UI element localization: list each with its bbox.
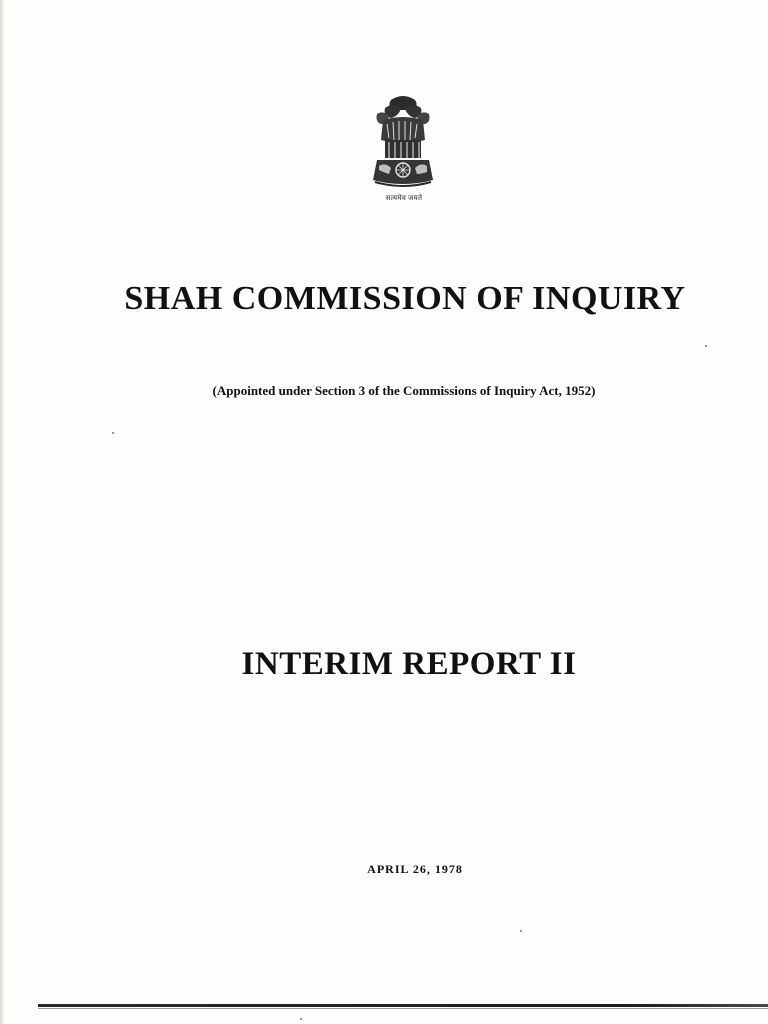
scan-speck	[705, 345, 707, 347]
scan-speck	[112, 432, 114, 434]
scan-speck	[520, 930, 522, 932]
national-emblem-icon	[363, 92, 443, 202]
bottom-rule	[38, 1004, 768, 1007]
report-title: INTERIM REPORT II	[241, 646, 577, 682]
document-subtitle: (Appointed under Section 3 of the Commissions of Inquiry Act, 1952)	[212, 383, 596, 398]
document-title: SHAH COMMISSION OF INQUIRY	[124, 280, 686, 317]
report-date: APRIL 26, 1978	[367, 862, 463, 876]
emblem-motto: सत्यमेव जयते	[385, 194, 423, 202]
scan-speck	[300, 1018, 302, 1020]
bottom-rule-shadow	[38, 1008, 768, 1009]
